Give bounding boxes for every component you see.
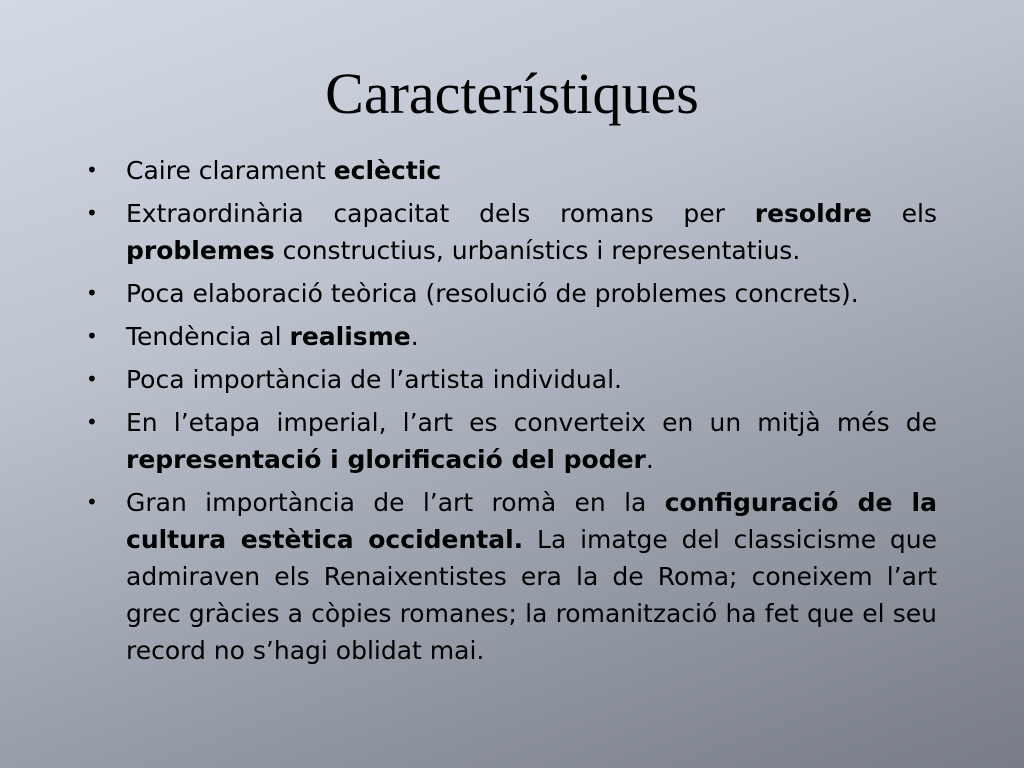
bullet-text: En l’etapa imperial, l’art es converteix en un mitjà més de (126, 408, 937, 437)
bullet-item (80, 275, 937, 312)
bullet-item (80, 195, 937, 269)
bullet-icon: • (86, 158, 98, 182)
bullet-text: Extraordinària capacitat dels romans per (126, 199, 755, 228)
bullet-text: Poca elaboració teòrica (resolució de problemes concrets). (126, 279, 859, 308)
bullet-text: . (645, 445, 654, 474)
bullet-icon: • (86, 367, 98, 391)
bullet-icon: • (86, 324, 98, 348)
bullet-emphasis: realisme (289, 322, 411, 351)
bullet-item (80, 318, 937, 355)
bullet-text: Gran importància de l’art romà en la (126, 488, 665, 517)
bullet-item (80, 152, 937, 189)
bullet-text: Caire clarament (126, 156, 334, 185)
bullet-text: La imatge del classicisme que admiraven els Renaixentistes era la de Roma; coneixem l’art grec gràcies a còpies romanes; la romanització ha fet que el seu record no s’hagi oblidat mai. (126, 525, 937, 665)
bullet-list (80, 152, 937, 675)
bullet-item (80, 361, 937, 398)
bullet-icon: • (86, 281, 98, 305)
bullet-text: . (410, 322, 419, 351)
bullet-emphasis: eclèctic (333, 156, 442, 185)
bullet-text: Poca importància de l’artista individual. (126, 365, 622, 394)
slide-title: Característiques (325, 61, 699, 126)
bullet-emphasis: resoldre (754, 199, 872, 228)
bullet-text: els (871, 199, 937, 228)
bullet-emphasis: representació i glorificació del poder (126, 445, 646, 474)
bullet-icon: • (86, 201, 98, 225)
bullet-item (80, 404, 937, 478)
bullet-icon: • (86, 410, 98, 434)
bullet-text: Tendència al (126, 322, 290, 351)
bullet-emphasis: configuració de la cultura estètica occidental. (126, 488, 937, 554)
bullet-emphasis: problemes (126, 236, 275, 265)
bullet-text: constructius, urbanístics i representatius. (274, 236, 801, 265)
bullet-item (80, 484, 937, 669)
bullet-icon: • (86, 490, 98, 514)
